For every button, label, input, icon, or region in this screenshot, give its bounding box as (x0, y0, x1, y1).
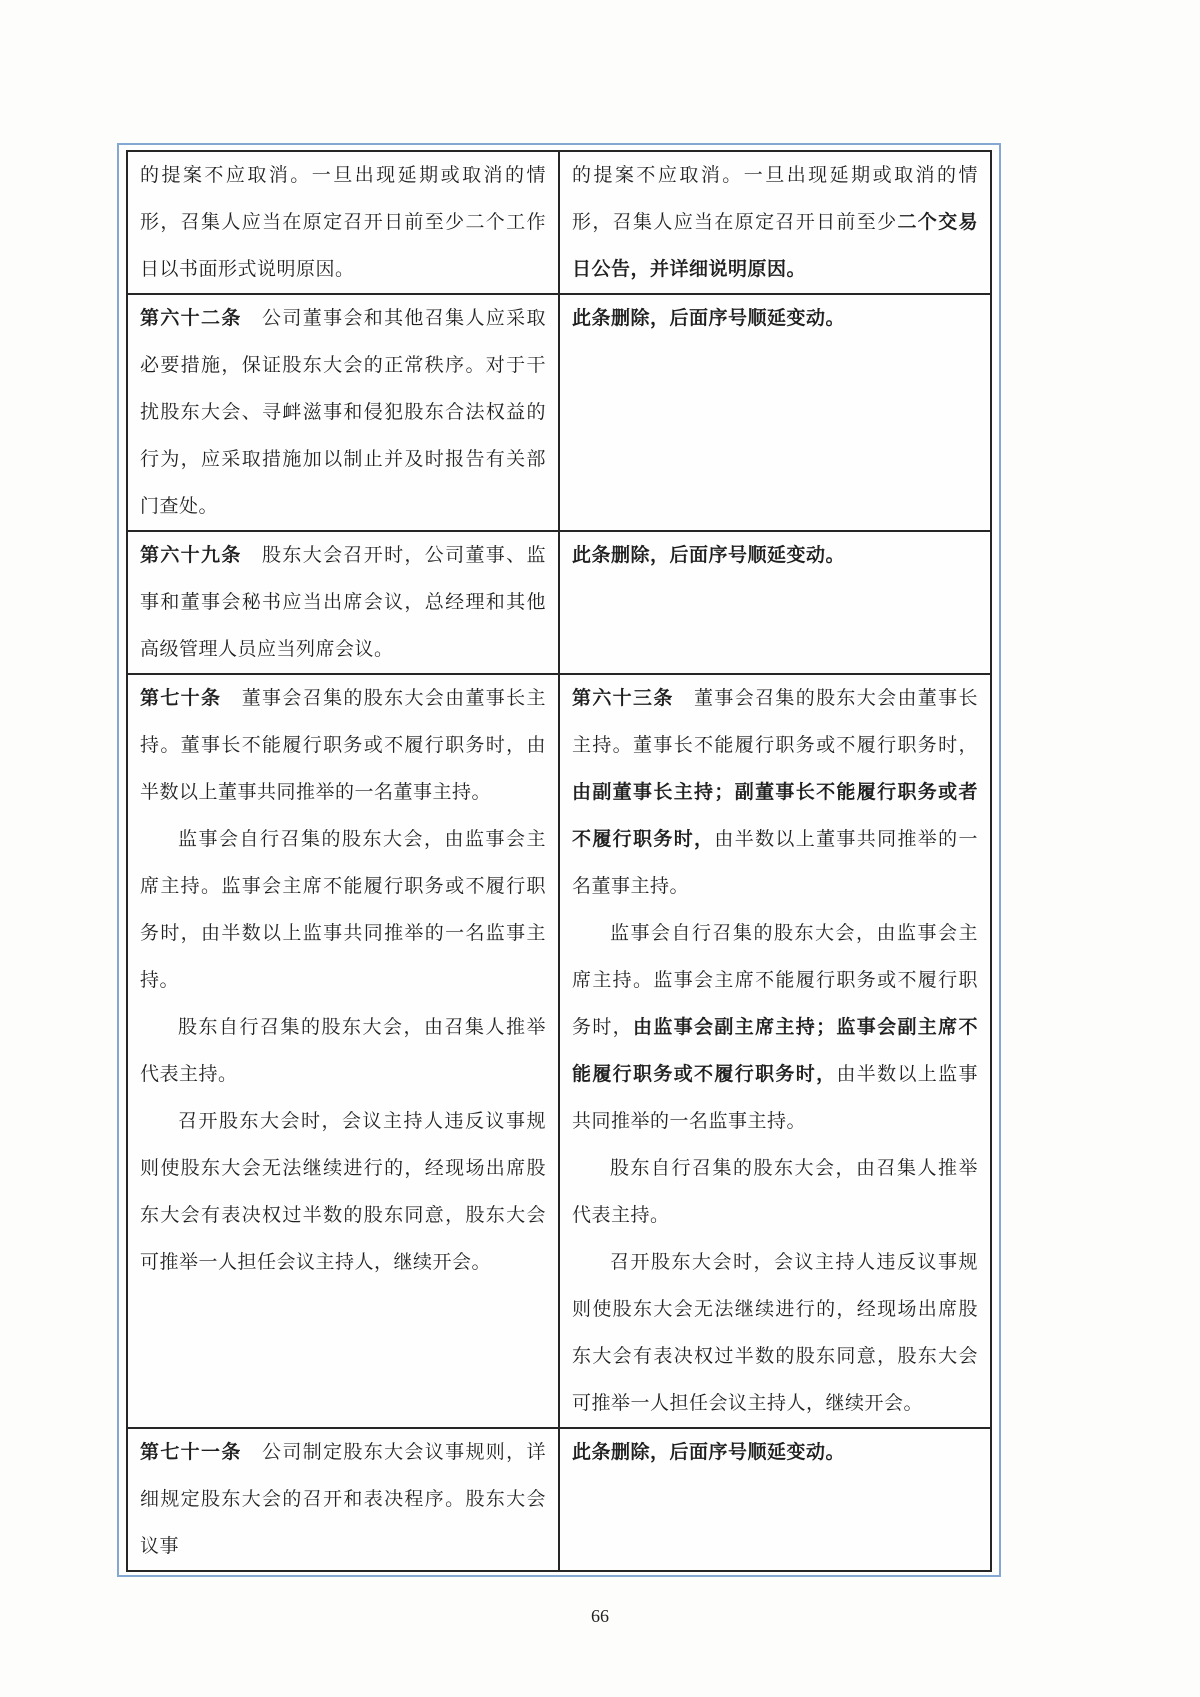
new-clause-cell (559, 531, 991, 674)
clause-paragraph (572, 910, 978, 1145)
text-segment: 股东自行召集的股东大会，由召集人推举代表主持。 (572, 1158, 978, 1226)
text-segment: 监事会自行召集的股东大会，由监事会主席主持。监事会主席不能履行职务或不履行职务时， (572, 923, 978, 1038)
text-segment: 由半数以上监事共同推举的一名监事主持。 (572, 1064, 978, 1132)
old-clause-cell (127, 1428, 559, 1571)
text-segment: 公司董事会和其他召集人应采取必要措施，保证股东大会的正常秩序。对于干扰股东大会、寻衅滋事和侵犯股东合法权益的行为，应采取措施加以制止并及时报告有关部门查处。 (140, 308, 546, 517)
clause-paragraph (140, 152, 546, 293)
article-number: 第七十一条 (140, 1442, 242, 1463)
clause-paragraph (572, 1429, 978, 1476)
text-segment: 股东大会召开时，公司董事、监事和董事会秘书应当出席会议，总经理和其他高级管理人员应当列席会议。 (140, 545, 546, 660)
clause-paragraph (572, 1239, 978, 1427)
clause-paragraph (140, 1004, 546, 1098)
text-segment: 的提案不应取消。一旦出现延期或取消的情形，召集人应当在原定召开日前至少 (572, 165, 978, 233)
table-row (127, 531, 991, 674)
text-segment: 由半数以上董事共同推举的一名董事主持。 (572, 829, 978, 897)
clause-paragraph (140, 1429, 546, 1570)
table-row (127, 151, 991, 294)
text-segment: 监事会自行召集的股东大会，由监事会主席主持。监事会主席不能履行职务或不履行职务时，由半数以上监事共同推举的一名监事主持。 (140, 829, 546, 991)
text-segment-bold: 此条删除，后面序号顺延变动。 (572, 308, 846, 329)
old-clause-cell (127, 294, 559, 531)
clause-paragraph (572, 152, 978, 293)
old-clause-cell (127, 151, 559, 294)
new-clause-cell (559, 294, 991, 531)
table-row (127, 674, 991, 1428)
old-clause-cell (127, 531, 559, 674)
text-segment-bold: 由监事会副主席主持；监事会副主席不能履行职务或不履行职务时， (572, 1017, 978, 1085)
text-segment: 公司制定股东大会议事规则，详细规定股东大会的召开和表决程序。股东大会议事 (140, 1442, 546, 1557)
text-segment-bold: 由副董事长主持；副董事长不能履行职务或者不履行职务时， (572, 782, 978, 850)
text-segment: 的提案不应取消。一旦出现延期或取消的情形，召集人应当在原定召开日前至少二个工作日以书面形式说明原因。 (140, 165, 546, 280)
clause-paragraph (140, 675, 546, 816)
text-segment: 董事会召集的股东大会由董事长主持。董事长不能履行职务或不履行职务时， (572, 688, 978, 756)
new-clause-cell (559, 674, 991, 1428)
clause-paragraph (140, 816, 546, 1004)
table-row (127, 294, 991, 531)
article-number: 第七十条 (140, 688, 222, 709)
clause-paragraph (140, 295, 546, 530)
article-number: 第六十九条 (140, 545, 242, 566)
new-clause-cell (559, 1428, 991, 1571)
text-segment-bold: 此条删除，后面序号顺延变动。 (572, 1442, 846, 1463)
table-row (127, 1428, 991, 1571)
text-segment-bold: 此条删除，后面序号顺延变动。 (572, 545, 846, 566)
text-segment-bold: 二个交易日公告，并详细说明原因。 (572, 212, 978, 280)
clause-paragraph (140, 532, 546, 673)
clause-paragraph (572, 532, 978, 579)
text-segment: 董事会召集的股东大会由董事长主持。董事长不能履行职务或不履行职务时，由半数以上董事共同推举的一名董事主持。 (140, 688, 546, 803)
text-segment: 股东自行召集的股东大会，由召集人推举代表主持。 (140, 1017, 546, 1085)
old-clause-cell (127, 674, 559, 1428)
clause-paragraph (572, 675, 978, 910)
article-number: 第六十二条 (140, 308, 242, 329)
new-clause-cell (559, 151, 991, 294)
clause-comparison-table (126, 150, 992, 1572)
text-segment: 召开股东大会时，会议主持人违反议事规则使股东大会无法继续进行的，经现场出席股东大会有表决权过半数的股东同意，股东大会可推举一人担任会议主持人，继续开会。 (572, 1252, 978, 1414)
clause-paragraph (572, 295, 978, 342)
article-number: 第六十三条 (572, 688, 674, 709)
text-segment: 召开股东大会时，会议主持人违反议事规则使股东大会无法继续进行的，经现场出席股东大会有表决权过半数的股东同意，股东大会可推举一人担任会议主持人，继续开会。 (140, 1111, 546, 1273)
page-number: 66 (591, 1606, 609, 1626)
comparison-table-frame (117, 143, 1001, 1577)
clause-paragraph (572, 1145, 978, 1239)
clause-paragraph (140, 1098, 546, 1286)
